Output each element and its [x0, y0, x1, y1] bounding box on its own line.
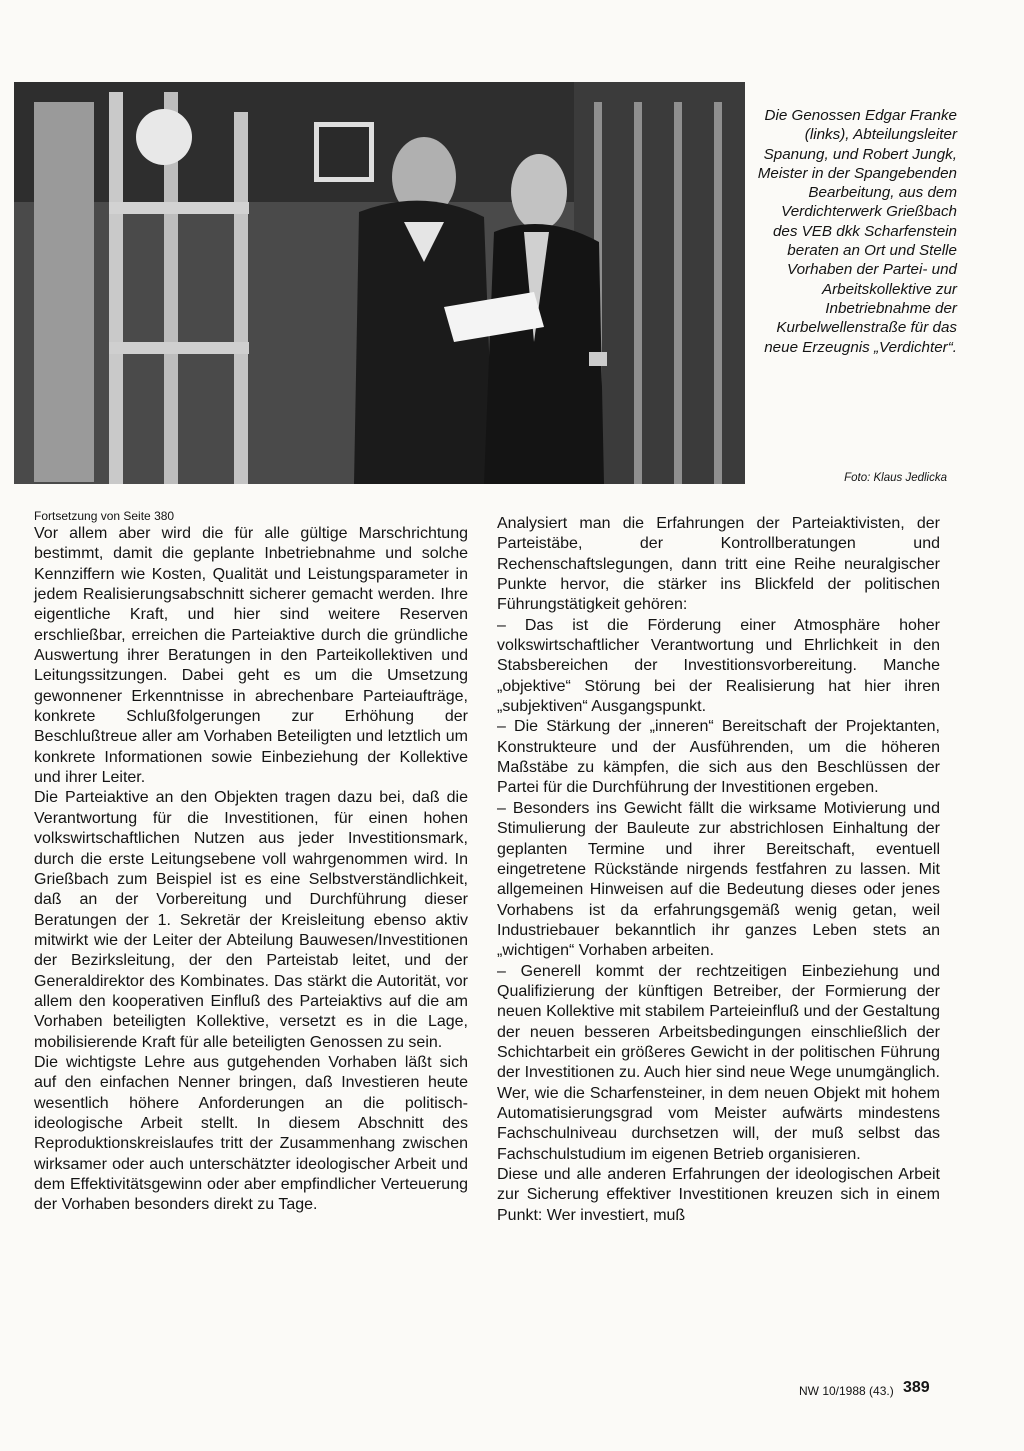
paragraph: Die wichtigste Lehre aus gutgehenden Vorhaben läßt sich auf den einfachen Nenner bringen, daß Investieren heute wesentlich höhere Anforderungen an die politisch-ideologische Arbeit stellt. In diesem Abschnitt des Reproduktionskreislaufes tritt der Zusammenhang zwischen wirksamer oder auch unterschätzter ideologischer Arbeit und dem Effektivitätsgewinn oder aber empfindlicher Verteuerung der Vorhaben besonders direkt zu Tage.: [34, 1053, 468, 1214]
continued-note: Fortsetzung von Seite 380: [34, 509, 175, 523]
paragraph: Vor allem aber wird die für alle gültige Marschrichtung bestimmt, damit die geplante Inbetriebnahme und solche Kennziffern wie Kosten, Qualität und Leistungsparameter in jedem Realisierungsabschnitt sicherer gemacht werden. Ihre eigentliche Kraft, und hier sind weitere Reserven erschließbar, erreichen die Parteiaktive durch die gründliche Auswertung ihrer Beratungen in den Parteikollektiven und Leitungssitzungen. Dabei geht es um die Umsetzung gewonnener Erkenntnisse in abrechenbare Parteiaufträge, konkrete Schlußfolgerungen zur Erhöhung der Beschlußtreue aller am Vorhaben Beteiligten und letztlich um konkrete Informationen sowie Einbeziehung der Kollektive und ihrer Leiter.: [34, 525, 468, 787]
article-photo: [14, 82, 745, 484]
photo-caption: Die Genossen Edgar Franke (links), Abteilungsleiter Spanung, und Robert Jungk, Meister in der Spangebenden Bearbeitung, aus dem Verdichterwerk Grießbach des VEB dkk Scharfenstein beraten an Ort und Stelle Vorhaben der Partei- und Arbeitskollektive zur Inbetriebnahme der Kurbelwellenstraße für das neue Erzeugnis „Verdichter“.: [757, 107, 957, 356]
paragraph: – Besonders ins Gewicht fällt die wirksame Motivierung und Stimulierung der Bauleute zur abstrichlosen Einhaltung der geplanten Termine und ihrer Bereitschaft, eventuell eingetretene Rückstände nirgends festfahren zu lassen. Mit allgemeinen Hinweisen auf die Bedeutung dieses oder jenes Vorhabens ist da erfahrungsgemäß wenig getan, weil Industriebauer bekanntlich ihr ganzes Leben stets an „wichtigen“ Vorhaben arbeiten.: [497, 799, 940, 960]
photo-credit: Foto: Klaus Jedlicka: [844, 472, 947, 484]
issue-reference: NW 10/1988 (43.): [799, 1384, 894, 1398]
left-column: [34, 524, 468, 1216]
paragraph: Diese und alle anderen Erfahrungen der ideologischen Arbeit zur Sicherung effektiver Investitionen kreuzen sich in einem Punkt: Wer investiert, muß: [497, 1166, 940, 1224]
right-column: [497, 514, 940, 1226]
paragraph: – Das ist die Förderung einer Atmosphäre hoher volkswirtschaftlicher Verantwortung und Ehrlichkeit in den Stabsbereichen der Investitionsvorbereitung. Manche „objektive“ Störung bei der Realisierung hat hier ihren „subjektiven“ Ausgangspunkt.: [497, 616, 940, 716]
paragraph: Analysiert man die Erfahrungen der Parteiaktivisten, der Parteistäbe, der Kontrollberatungen und Rechenschaftslegungen, dann tritt eine Reihe neuralgischer Punkte hervor, die stärker ins Blickfeld der politischen Führungstätigkeit gehören:: [497, 515, 940, 614]
photo-illustration: [14, 82, 745, 484]
paragraph: Die Parteiaktive an den Objekten tragen dazu bei, daß die Verantwortung für die Investitionen, für einen hohen volkswirtschaftlichen Nutzen aus jeder Investitionsmark, durch die erste Leitungsebene voll wahrgenommen wird. In Grießbach zum Beispiel ist es eine Selbstverständlichkeit, daß an der Vorbereitung und Durchführung dieser Beratungen der 1. Sekretär der Kreisleitung ebenso aktiv mitwirkt wie der Leiter der Abteilung Bauwesen/Investitionen der Bezirksleitung, der den Parteistab leitet, und der Generaldirektor des Kombinates. Das stärkt die Autorität, vor allem den kooperativen Einfluß des Parteiaktivs auf die am Vorhaben beteiligten Kollektive, versetzt es in die Lage, mobilisierende Kraft für alle beteiligten Genossen zu sein.: [34, 789, 468, 1051]
paragraph: – Die Stärkung der „inneren“ Bereitschaft der Projektanten, Konstrukteure und der Ausführenden, um die höheren Maßstäbe zu kämpfen, die sich aus den Beschlüssen der Partei für die Durchführung der Investitionen ergeben.: [497, 718, 940, 797]
page-number: 389: [903, 1379, 930, 1396]
paragraph: – Generell kommt der rechtzeitigen Einbeziehung und Qualifizierung der künftigen Betreiber, der Formierung der neuen Kollektive mit stabilem Parteieinfluß und der Gestaltung der neuen besseren Arbeitsbedingungen einschließlich der Schichtarbeit ein größeres Gewicht in der politischen Führung der Investitionen zu. Auch hier sind neue Wege unumgänglich. Wer, wie die Scharfensteiner, in dem neuen Objekt mit hohem Automatisierungsgrad vom Meister aufwärts mindestens Fachschulniveau durchsetzen will, der muß selbst das Fachschulstudium im eigenen Betrieb organisieren.: [497, 962, 940, 1163]
